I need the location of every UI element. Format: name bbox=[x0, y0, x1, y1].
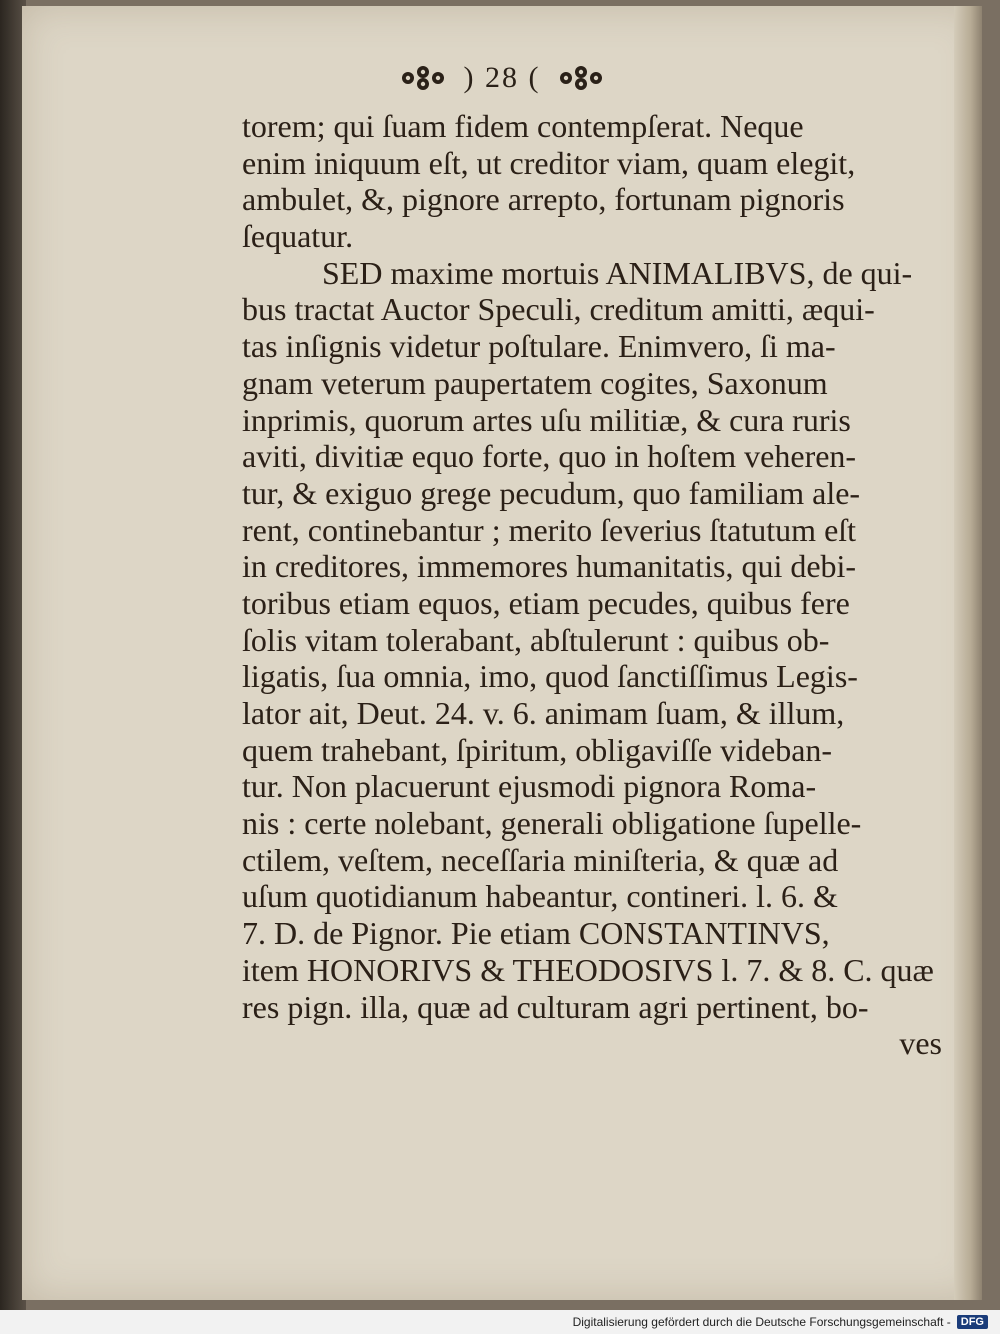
text-line: toribus etiam equos, etiam pecudes, quibus fere bbox=[242, 584, 850, 621]
text-line: ambulet, &, pignore arrepto, fortunam pignoris bbox=[242, 181, 845, 218]
text-line: lator ait, Deut. 24. v. 6. animam ſuam, & illum, bbox=[242, 695, 845, 731]
text-line: gnam veterum paupertatem cogites, Saxonum bbox=[242, 364, 828, 401]
text-line: quem trahebant, ſpiritum, obligaviſſe videban- bbox=[242, 731, 833, 768]
text-line: ligatis, ſua omnia, imo, quod ſanctiſſimus Legis- bbox=[242, 658, 858, 695]
text-line: 7. D. de Pignor. Pie etiam CONSTANTINVS, bbox=[242, 915, 830, 952]
page-edge bbox=[954, 6, 982, 1300]
right-ornament-icon bbox=[558, 63, 604, 93]
text-line: tur, & exiguo grege pecudum, quo familiam ale- bbox=[242, 474, 861, 511]
text-line: inprimis, quorum artes uſu militiæ, & cura ruris bbox=[242, 401, 851, 438]
text-line: aviti, divitiæ equo forte, quo in hoſtem veheren- bbox=[242, 438, 857, 475]
body-text bbox=[242, 108, 942, 1062]
text-line: tas inſignis videtur poſtulare. Enimvero, ſi ma- bbox=[242, 328, 836, 365]
text-line: SED maxime mortuis ANIMALIBVS, de qui- bbox=[322, 254, 913, 291]
left-ornament-icon bbox=[400, 63, 446, 93]
text-line: enim iniquum eſt, ut creditor viam, quam elegit, bbox=[242, 144, 856, 181]
footer-credit-bar bbox=[0, 1310, 1000, 1334]
running-header bbox=[22, 56, 982, 100]
text-line: in creditores, immemores humanitatis, qui debi- bbox=[242, 548, 857, 585]
page-number: ) 28 ( bbox=[463, 61, 541, 94]
footer-credit-text: Digitalisierung gefördert durch die Deutsche Forschungsgemeinschaft - bbox=[572, 1315, 951, 1329]
text-line: item HONORIVS & THEODOSIVS l. 7. & 8. C. quæ bbox=[242, 951, 934, 988]
dfg-logo: DFG bbox=[957, 1315, 988, 1329]
text-line: torem; qui ſuam fidem contempſerat. Neque bbox=[242, 108, 804, 144]
catchword: ves bbox=[899, 1025, 942, 1062]
text-line: rent, continebantur ; merito ſeverius ſtatutum eſt bbox=[242, 511, 857, 548]
text-line: ctilem, veſtem, neceſſaria miniſteria, & quæ ad bbox=[242, 841, 839, 878]
book-page bbox=[22, 6, 982, 1300]
text-line: bus tractat Auctor Speculi, creditum amitti, æqui- bbox=[242, 291, 875, 328]
text-line: tur. Non placuerunt ejusmodi pignora Roma- bbox=[242, 768, 817, 805]
text-line: nis : certe nolebant, generali obligatione ſupelle- bbox=[242, 805, 862, 842]
text-line: ſolis vitam tolerabant, abſtulerunt : quibus ob- bbox=[242, 621, 830, 658]
text-line: res pign. illa, quæ ad culturam agri pertinent, bo- bbox=[242, 988, 869, 1025]
text-line: uſum quotidianum habeantur, contineri. l. 6. & bbox=[242, 878, 838, 915]
text-line: ſequatur. bbox=[242, 218, 354, 255]
